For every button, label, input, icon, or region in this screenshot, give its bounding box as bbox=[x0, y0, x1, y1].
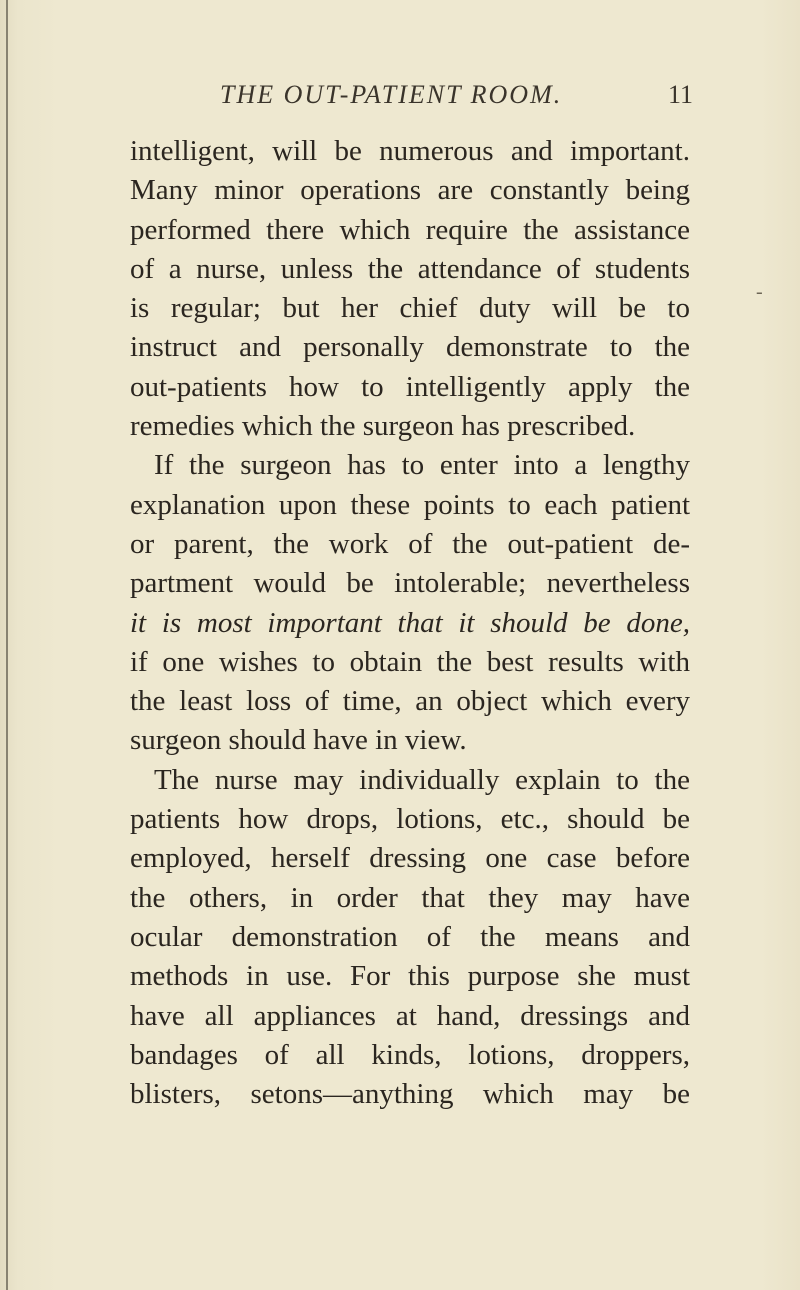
text-line: out-patients how to intelligently apply the bbox=[130, 370, 690, 403]
text-line: is regular; but her chief duty will be to bbox=[130, 292, 690, 325]
text-line: blisters, setons—anything which may be bbox=[130, 1078, 690, 1111]
text-line: remedies which the surgeon has prescribed. bbox=[130, 410, 636, 443]
text-line: partment would be intolerable; nevertheless bbox=[130, 567, 690, 600]
running-title: THE OUT-PATIENT ROOM. bbox=[220, 80, 563, 109]
text-line: If the surgeon has to enter into a lengthy bbox=[154, 449, 690, 482]
text-line: the least loss of time, an object which every bbox=[130, 685, 690, 718]
text-line: Many minor operations are constantly being bbox=[130, 174, 690, 207]
text-line: the others, in order that they may have bbox=[130, 881, 690, 914]
text-line: The nurse may individually explain to the bbox=[154, 763, 690, 796]
running-head bbox=[0, 80, 800, 120]
text-line: of a nurse, unless the attendance of students bbox=[130, 252, 690, 285]
page-spine-edge bbox=[6, 0, 8, 1290]
text-line: methods in use. For this purpose she must bbox=[130, 960, 690, 993]
text-line-italic: it is most important that it should be done, bbox=[130, 606, 690, 639]
text-line: instruct and personally demonstrate to the bbox=[130, 331, 690, 364]
text-line: or parent, the work of the out-patient de- bbox=[130, 527, 690, 560]
text-line: surgeon should have in view. bbox=[130, 724, 467, 757]
text-line: intelligent, will be numerous and important. bbox=[130, 135, 690, 167]
page-number: 11 bbox=[668, 80, 694, 109]
text-line: ocular demonstration of the means and bbox=[130, 920, 690, 953]
text-line: bandages of all kinds, lotions, droppers, bbox=[130, 1038, 690, 1071]
text-line: explanation upon these points to each patient bbox=[130, 488, 690, 521]
text-line: performed there which require the assistance bbox=[130, 213, 690, 246]
text-line: if one wishes to obtain the best results with bbox=[130, 645, 690, 678]
text-line: employed, herself dressing one case before bbox=[130, 842, 690, 875]
text-line: have all appliances at hand, dressings and bbox=[130, 999, 690, 1032]
text-line: patients how drops, lotions, etc., should be bbox=[130, 803, 690, 836]
margin-mark: - bbox=[756, 281, 763, 303]
body-text bbox=[130, 132, 690, 1114]
